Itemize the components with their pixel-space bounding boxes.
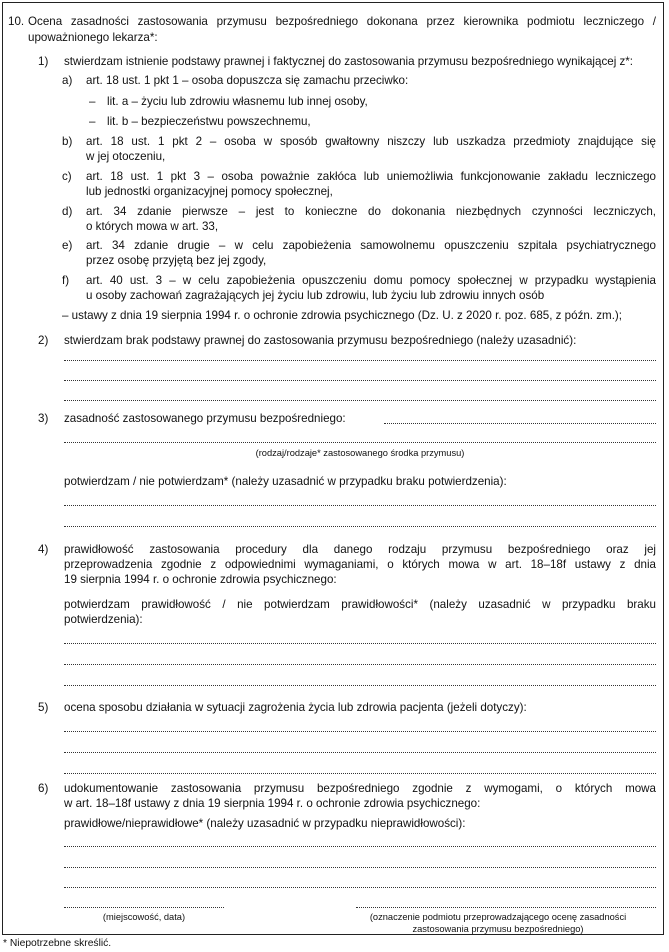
item3-answer-line[interactable] [64, 442, 656, 443]
section-title-line2: upoważnionego lekarza*: [28, 31, 158, 44]
item1-a-text: art. 18 ust. 1 pkt 1 – osoba dopuszcza się zamachu przeciwko: [86, 74, 409, 87]
item3-caption: (rodzaj/rodzaje* zastosowanego środka przymusu) [255, 448, 465, 458]
item3-number: 3) [38, 412, 49, 425]
lit-a-dash: – [89, 95, 96, 108]
item2-answer-line-1[interactable] [64, 360, 656, 361]
item6-line2: w art. 18–18f ustawy z dnia 19 sierpnia 1994 r. o ochronie zdrowia psychicznego: [64, 797, 481, 810]
item5-number: 5) [38, 701, 49, 714]
item2-answer-line-3[interactable] [64, 400, 656, 401]
item4-line1: prawidłowość zastosowania procedury dla danego rodzaju przymusu bezpośredniego oraz jej [64, 543, 656, 556]
item1-e-line1: art. 34 zdanie drugie – w celu zapobieżenia samowolnemu opuszczeniu szpitala psychiatrycznego [86, 239, 656, 252]
item1-e-letter: e) [62, 239, 73, 252]
statute-reference: – ustawy z dnia 19 sierpnia 1994 r. o ochronie zdrowia psychicznego (Dz. U. z 2020 r. poz. 685, z późn. zm.); [62, 309, 623, 322]
item1-b-line2: w jej otoczeniu, [86, 150, 166, 163]
item1-c-letter: c) [62, 170, 72, 183]
item5-answer-line-2[interactable] [64, 752, 656, 753]
item3-inline-answer-line[interactable] [384, 423, 656, 424]
item5-text: ocena sposobu działania w sytuacji zagrożenia życia lub zdrowia pacjenta (jeżeli dotyczy): [64, 701, 527, 714]
item1-e-line2: przez osobę przyjętą bez jej zgody, [86, 254, 267, 267]
item1-c-line2: lub jednostki organizacyjnej pomocy społecznej, [86, 185, 333, 198]
item6-answer-line-1[interactable] [64, 846, 656, 847]
item4-line3: 19 sierpnia 1994 r. o ochronie zdrowia psychicznego: [64, 573, 337, 586]
item1-b-letter: b) [62, 135, 73, 148]
place-date-caption: (miejscowość, data) [102, 912, 186, 922]
item3-confirm-line-1[interactable] [64, 505, 656, 506]
item1-d-letter: d) [62, 205, 73, 218]
item4-answer-line-2[interactable] [64, 664, 656, 665]
item6-assess-text: prawidłowe/nieprawidłowe* (należy uzasadnić w przypadku nieprawidłowości): [64, 817, 466, 830]
item4-number: 4) [38, 543, 49, 556]
entity-signature-line[interactable] [356, 907, 656, 908]
entity-caption-line2: zastosowania przymusu bezpośredniego) [412, 924, 584, 934]
entity-caption-line1: (oznaczenie podmiotu przeprowadzającego ocenę zasadności [369, 912, 627, 922]
item4-confirm-line2: potwierdzenia): [64, 613, 143, 626]
lit-a-text: lit. a – życiu lub zdrowiu własnemu lub innej osoby, [107, 95, 368, 108]
section-number: 10. [8, 15, 25, 28]
item1-f-letter: f) [62, 274, 70, 287]
item1-c-line1: art. 18 ust. 1 pkt 3 – osoba poważnie zakłóca lub uniemożliwia funkcjonowanie zakładu leczniczego [86, 170, 656, 183]
item6-answer-line-2[interactable] [64, 867, 656, 868]
item3-confirm-line-2[interactable] [64, 526, 656, 527]
item2-text: stwierdzam brak podstawy prawnej do zastosowania przymusu bezpośredniego (należy uzasadnić): [64, 334, 577, 347]
item1-text: stwierdzam istnienie podstawy prawnej i faktycznej do zastosowania przymusu bezpośredniego wynikającej z*: [64, 55, 634, 68]
item1-d-line2: o których mowa w art. 33, [86, 220, 219, 233]
item2-answer-line-2[interactable] [64, 380, 656, 381]
item6-number: 6) [38, 782, 49, 795]
lit-b-text: lit. b – bezpieczeństwu powszechnemu, [107, 115, 311, 128]
item3-text: zasadność zastosowanego przymusu bezpośredniego: [64, 412, 346, 425]
item6-line1: udokumentowanie zastosowania przymusu bezpośredniego zgodnie z wymogami, o których mowa [64, 782, 656, 795]
item4-confirm-line1: potwierdzam prawidłowość / nie potwierdzam prawidłowości* (należy uzasadnić w przypadku braku [64, 598, 656, 611]
item1-f-line1: art. 40 ust. 3 – w celu zapobieżenia opuszczeniu domu pomocy społecznej w przypadku wystąpienia [86, 274, 656, 287]
item1-d-line1: art. 34 zdanie pierwsze – jest to konieczne do dokonania niezbędnych czynności leczniczych, [86, 205, 656, 218]
item1-f-line2: u osoby zachowań zagrażających jej życiu lub zdrowiu, lub życiu lub zdrowiu innych osób [86, 289, 545, 302]
section-title-line1: Ocena zasadności zastosowania przymusu bezpośredniego dokonana przez kierownika podmiotu leczniczego / [28, 15, 656, 28]
item1-b-line1: art. 18 ust. 1 pkt 2 – osoba w sposób gwałtowny niszczy lub uszkadza przedmioty znajdujące się [86, 135, 656, 148]
footnote: * Niepotrzebne skreślić. [3, 938, 112, 949]
lit-b-dash: – [89, 115, 96, 128]
place-date-line[interactable] [64, 907, 224, 908]
item5-answer-line-1[interactable] [64, 731, 656, 732]
item5-answer-line-3[interactable] [64, 773, 656, 774]
item3-confirm-text: potwierdzam / nie potwierdzam* (należy uzasadnić w przypadku braku potwierdzenia): [64, 475, 507, 488]
item2-number: 2) [38, 334, 49, 347]
item4-answer-line-3[interactable] [64, 685, 656, 686]
item4-line2: przeprowadzenia zgodnie z odpowiednimi wymaganiami, o których mowa w art. 18–18f ustawy z dnia [64, 558, 656, 571]
item1-number: 1) [38, 55, 49, 68]
item6-answer-line-3[interactable] [64, 887, 656, 888]
item1-a-letter: a) [62, 74, 73, 87]
item4-answer-line-1[interactable] [64, 643, 656, 644]
